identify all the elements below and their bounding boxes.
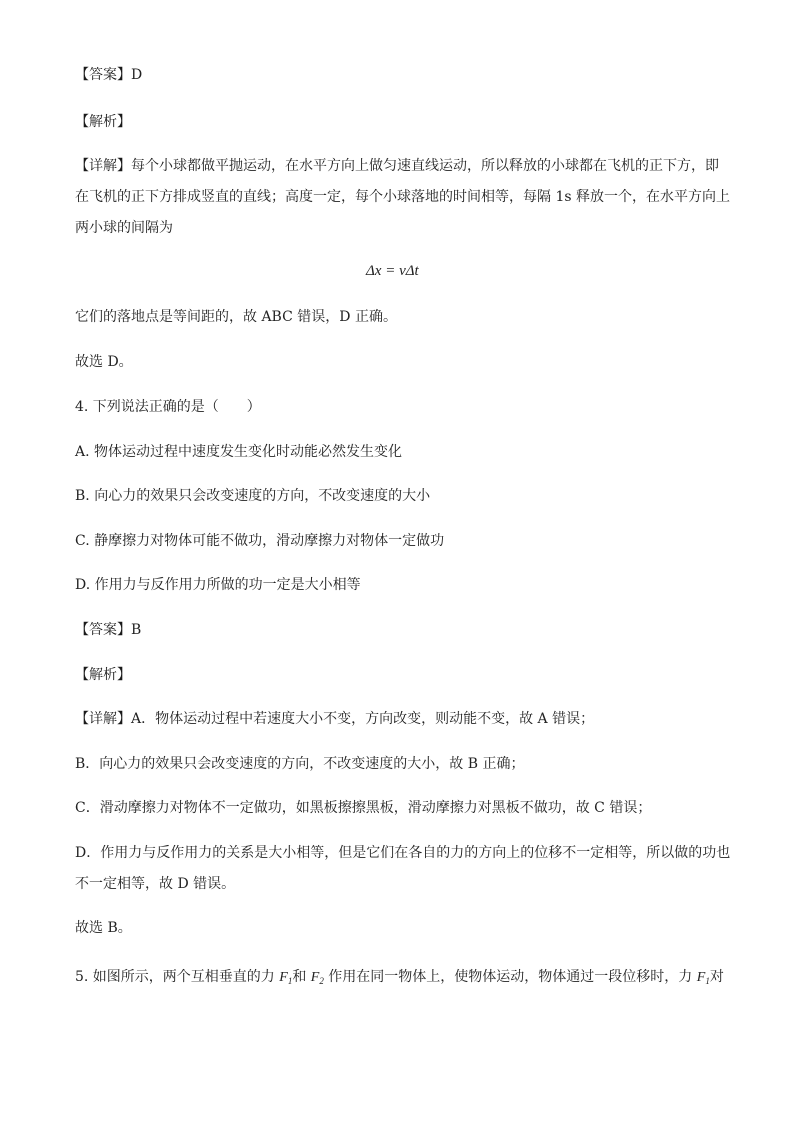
conclusion-line: 它们的落地点是等间距的，故 ABC 错误，D 正确。 — [75, 309, 397, 325]
q5-text-a: 5. 如图所示，两个互相垂直的力 — [75, 969, 280, 985]
answer-tag: 【答案】 — [75, 67, 131, 83]
q5-text-b: 和 — [292, 969, 311, 985]
detail-c-line: C．滑动摩擦力对物体不一定做功，如黑板擦擦黑板，滑动摩擦力对黑板不做功，故 C 错误； — [75, 800, 652, 816]
force-f2: $F_2$ — [310, 970, 324, 986]
option-b: B. 向心力的效果只会改变速度的方向，不改变速度的大小 — [75, 488, 431, 504]
analysis-tag: 【解析】 — [75, 667, 131, 683]
detail-a-line — [75, 710, 594, 728]
answer-line-2 — [75, 621, 141, 639]
question-4-stem: 4. 下列说法正确的是（ ） — [75, 399, 261, 415]
option-d: D. 作用力与反作用力所做的功一定是大小相等 — [75, 577, 361, 593]
analysis-heading-2 — [75, 666, 131, 684]
detail-text: 每个小球都做平抛运动，在水平方向上做匀速直线运动，所以释放的小球都在飞机的正下方，即 — [131, 158, 719, 174]
detail-d-line-2: 不一定相等，故 D 错误。 — [75, 876, 236, 892]
detail-line-2: 在飞机的正下方排成竖直的直线；高度一定，每个小球落地的时间相等，每隔 1s 释放一个，在水平方向上 — [75, 189, 730, 205]
detail-d-line-1: D．作用力与反作用力的关系是大小相等，但是它们在各自的力的方向上的位移不一定相等，所以做的功也 — [75, 845, 731, 861]
detail-line-3: 两小球的间隔为 — [75, 220, 173, 236]
analysis-heading-1 — [75, 113, 131, 131]
detail-b-line: B．向心力的效果只会改变速度的方向，不改变速度的大小，故 B 正确； — [75, 756, 525, 772]
analysis-tag: 【解析】 — [75, 114, 131, 130]
answer-tag: 【答案】 — [75, 622, 131, 638]
q5-text-d: 对 — [709, 969, 724, 985]
detail-tag: 【详解】 — [75, 158, 131, 174]
force-f1: $F_1$ — [279, 970, 293, 986]
question-5-stem — [75, 968, 724, 987]
option-c: C. 静摩擦力对物体可能不做功，滑动摩擦力对物体一定做功 — [75, 533, 445, 549]
detail-line-1 — [75, 157, 719, 175]
answer-line-1 — [75, 66, 142, 84]
detail-tag: 【详解】 — [75, 711, 131, 727]
answer-value: D — [131, 67, 143, 83]
option-a: A. 物体运动过程中速度发生变化时动能必然发生变化 — [75, 444, 403, 460]
select-line-2: 故选 B。 — [75, 920, 132, 936]
answer-value: B — [131, 622, 142, 638]
select-line-1: 故选 D。 — [75, 354, 133, 370]
q5-text-c: 作用在同一物体上，使物体运动，物体通过一段位移时，力 — [323, 969, 697, 985]
detail-a-text: A．物体运动过程中若速度大小不变，方向改变，则动能不变，故 A 错误； — [131, 711, 595, 727]
formula: Δx = vΔt — [366, 263, 419, 279]
force-f1-second: $F_1$ — [696, 970, 710, 986]
